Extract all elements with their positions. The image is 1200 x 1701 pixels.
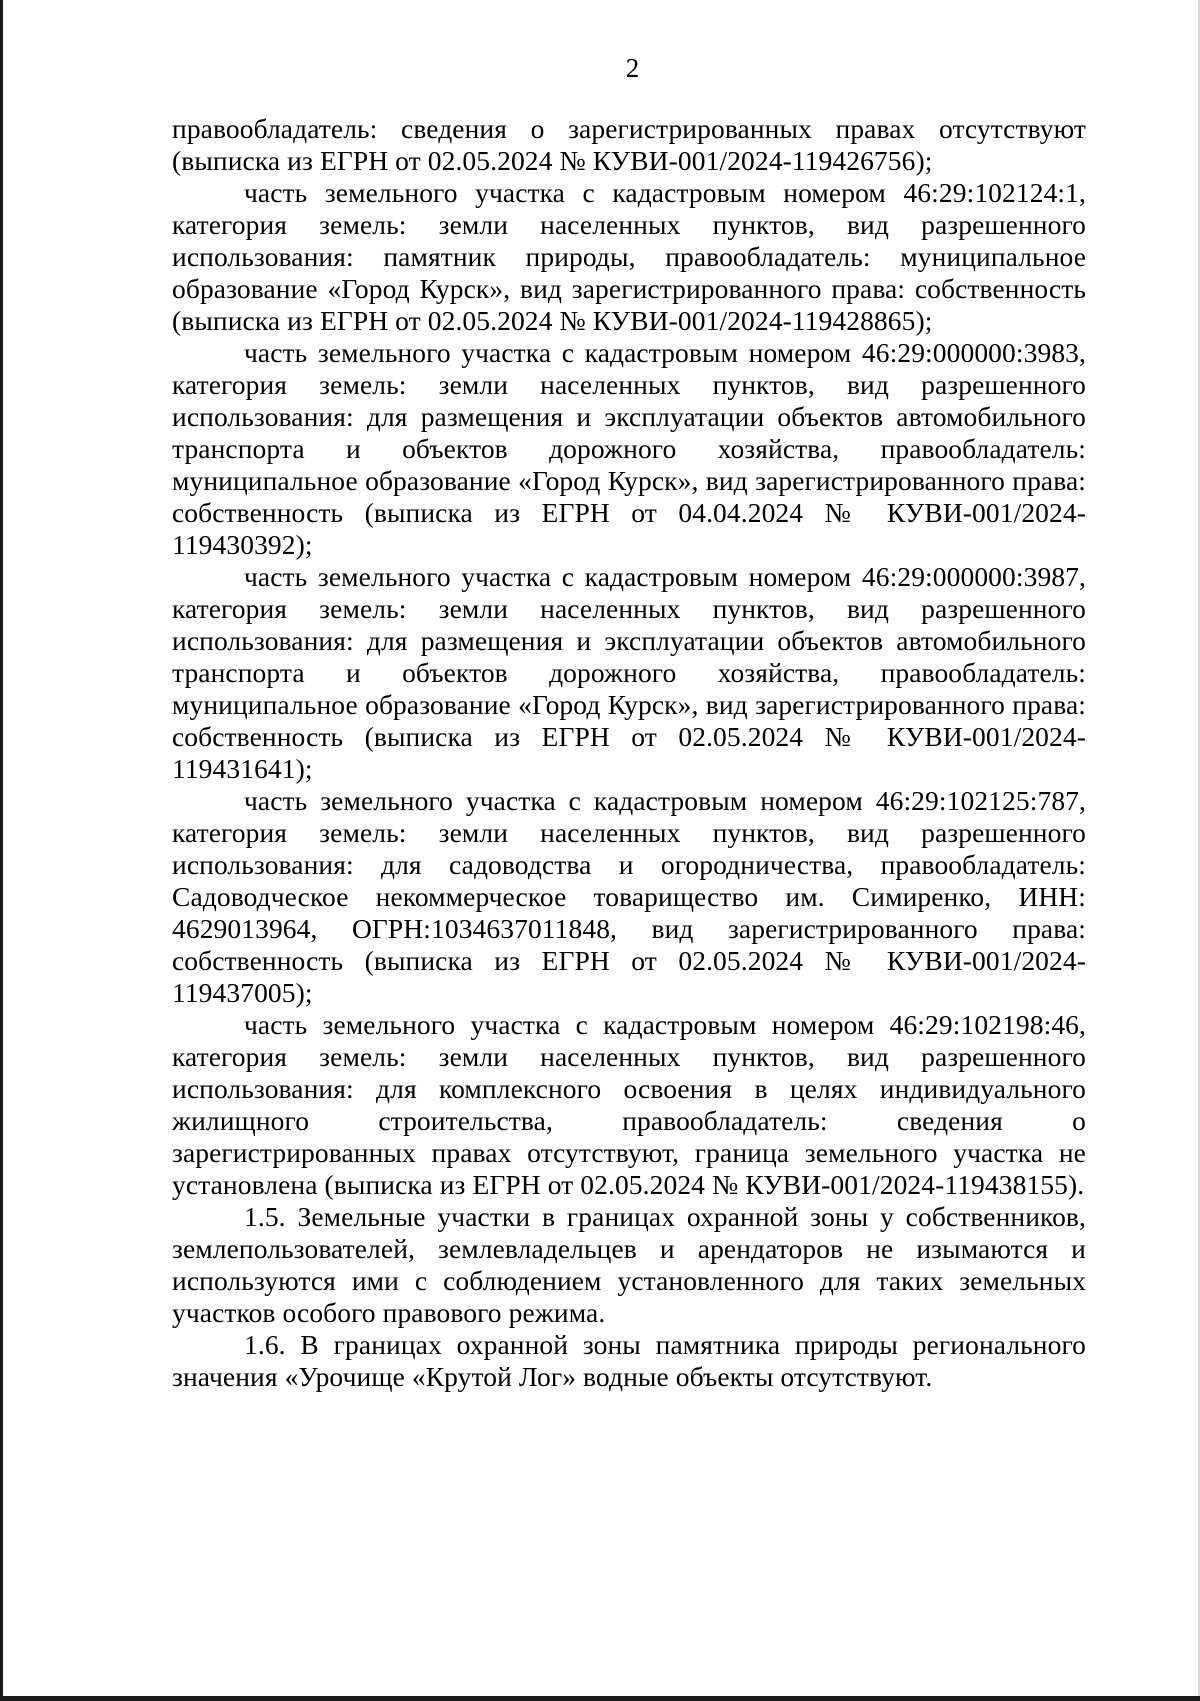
paragraph-land-plot-102124-1: часть земельного участка с кадастровым номером 46:29:102124:1, категория земель: земли населенных пунктов, вид разрешенного использования: памятник природы, правообладатель: муниципальное образование «Город Курск», вид зарегистрированного права: собственность (выписка из ЕГРН от 02.05.2024 № КУВИ-001/2024-119428865);	[172, 177, 1086, 336]
paragraph-clause-1-5: 1.5. Земельные участки в границах охранной зоны у собственников, землепользователей, землевладельцев и арендаторов не изымаются и используются ими с соблюдением установленного для таких земельных участков особого правового режима.	[172, 1201, 1086, 1328]
paragraph-clause-1-6: 1.6. В границах охранной зоны памятника природы регионального значения «Урочище «Крутой Лог» водные объекты отсутствуют.	[172, 1329, 1086, 1392]
paragraph-land-plot-102198-46: часть земельного участка с кадастровым номером 46:29:102198:46, категория земель: земли населенных пунктов, вид разрешенного использования: для комплексного освоения в целях индивидуального жилищного строительства, правообладатель: сведения о зарегистрированных правах отсутствуют, граница земельного участка не установлена (выписка из ЕГРН от 02.05.2024 № КУВИ-001/2024-119438155).	[172, 1009, 1086, 1200]
paragraph-land-plot-000000-3987: часть земельного участка с кадастровым номером 46:29:000000:3987, категория земель: земли населенных пунктов, вид разрешенного использования: для размещения и эксплуатации объектов автомобильного транспорта и объектов дорожного хозяйства, правообладатель: муниципальное образование «Город Курск», вид зарегистрированного права: собственность (выписка из ЕГРН от 02.05.2024 № КУВИ-001/2024-119431641);	[172, 561, 1086, 784]
document-body	[172, 113, 1086, 1393]
scan-border-bottom	[0, 1696, 1200, 1701]
paragraph-continuation: правообладатель: сведения о зарегистрированных правах отсутствуют (выписка из ЕГРН от 02.05.2024 № КУВИ-001/2024-119426756);	[172, 113, 1086, 176]
scan-border-left	[0, 0, 3, 1701]
page-number: 2	[625, 53, 640, 83]
paragraph-land-plot-102125-787: часть земельного участка с кадастровым номером 46:29:102125:787, категория земель: земли населенных пунктов, вид разрешенного использования: для садоводства и огородничества, правообладатель: Садоводческое некоммерческое товарищество им. Симиренко, ИНН: 4629013964, ОГРН:1034637011848, вид зарегистрированного права: собственность (выписка из ЕГРН от 02.05.2024 № КУВИ-001/2024-119437005);	[172, 785, 1086, 1008]
paragraph-land-plot-000000-3983: часть земельного участка с кадастровым номером 46:29:000000:3983, категория земель: земли населенных пунктов, вид разрешенного использования: для размещения и эксплуатации объектов автомобильного транспорта и объектов дорожного хозяйства, правообладатель: муниципальное образование «Город Курск», вид зарегистрированного права: собственность (выписка из ЕГРН от 04.04.2024 № КУВИ-001/2024-119430392);	[172, 337, 1086, 560]
